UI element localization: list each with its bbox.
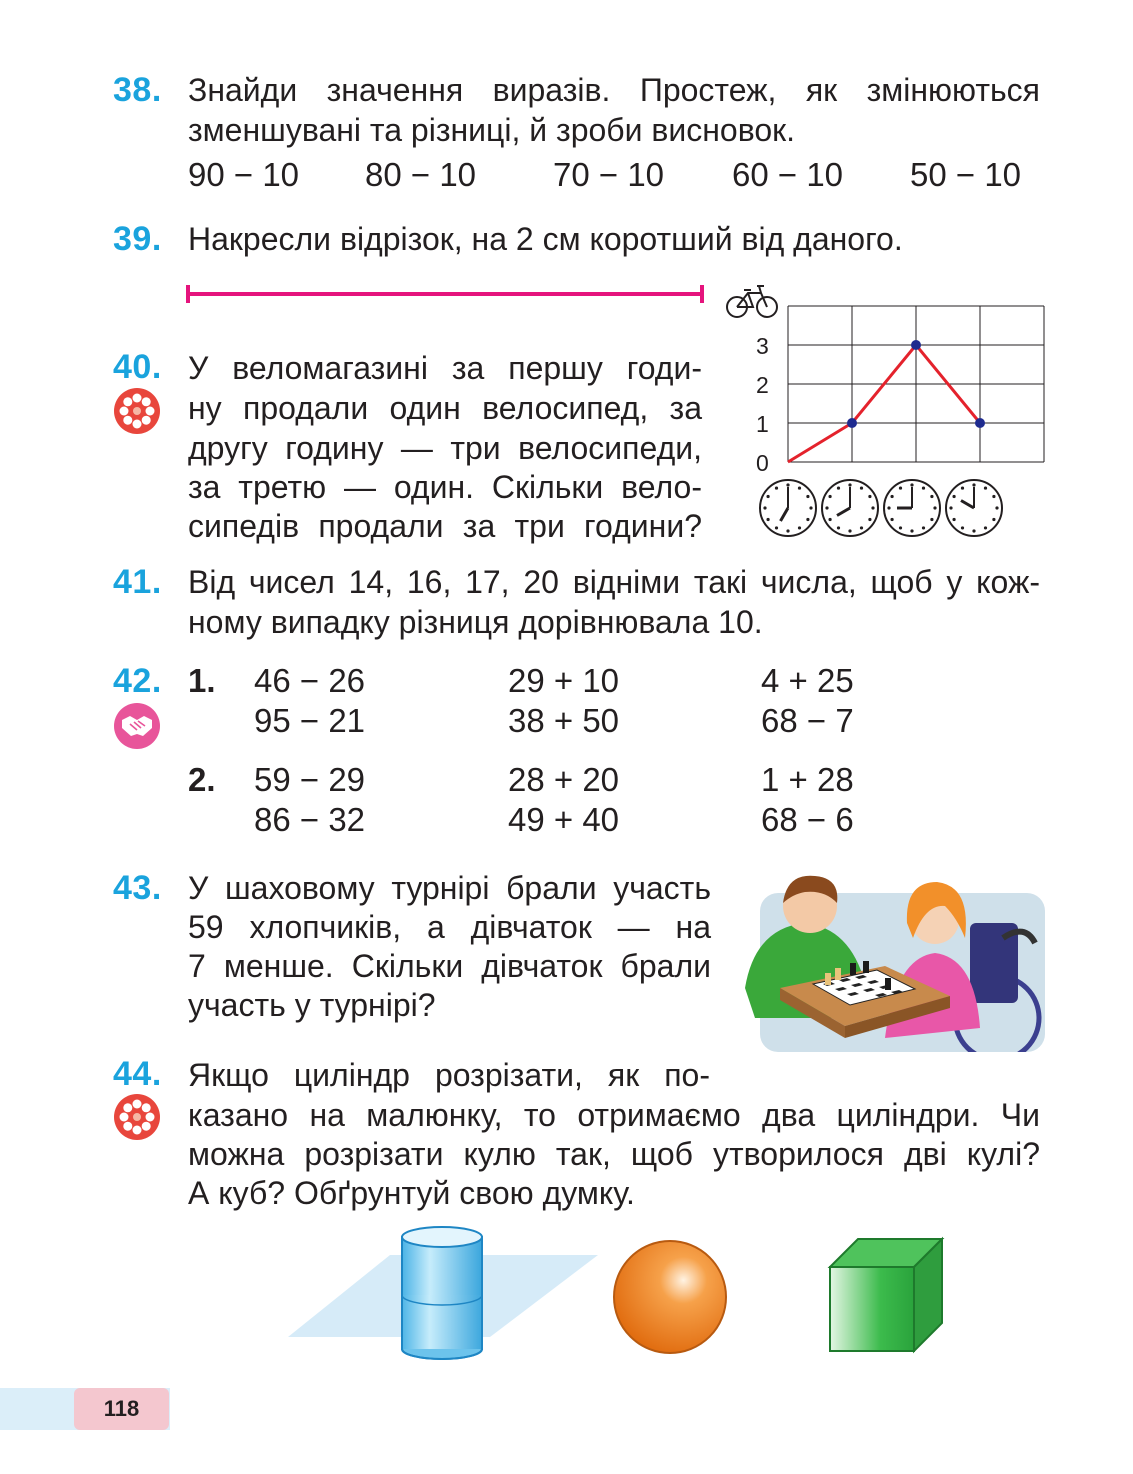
- task-number-41: 41.: [113, 563, 162, 601]
- task-number-39: 39.: [113, 220, 162, 258]
- page-number-text: 118: [103, 1396, 140, 1421]
- task-40-line: ну продали один велосипед, за: [188, 390, 702, 426]
- clock-9-icon: [884, 480, 940, 536]
- chart-series-line: [788, 345, 980, 462]
- chart-y-tick-label: 1: [756, 411, 769, 437]
- task-42-expression: 95 − 21: [254, 702, 366, 739]
- flower-icon: [117, 1097, 157, 1137]
- page-number: [74, 1388, 169, 1430]
- sphere-shape: [614, 1241, 726, 1353]
- task-40-line: У веломагазині за першу годи-: [188, 350, 702, 386]
- task-42-expression: 68 − 6: [761, 801, 854, 838]
- task-number-40: 40.: [113, 348, 162, 386]
- task-42-expression: 29 + 10: [508, 662, 620, 699]
- chart-y-tick-label: 3: [756, 333, 769, 359]
- clock-10-icon: [946, 480, 1002, 536]
- geometric-shapes-illustration: [280, 1225, 960, 1385]
- flower-badge-icon: [114, 388, 160, 434]
- task-number-42: 42.: [113, 662, 162, 700]
- task-40-line: сипедів продали за три години?: [188, 508, 702, 544]
- bike-sales-chart: [720, 280, 1060, 545]
- task-44-line: Якщо циліндр розрізати, як по-: [188, 1057, 710, 1093]
- task-38-expression: 60 − 10: [732, 156, 844, 193]
- task-38-expression: 80 − 10: [365, 156, 477, 193]
- clock-7-icon: [760, 480, 816, 536]
- flower-badge-icon: [114, 1094, 160, 1140]
- task-38-line-1: Знайди значення виразів. Простеж, як змінюються: [188, 72, 1040, 108]
- task-38-expression: 70 − 10: [553, 156, 665, 193]
- task-43-line: У шаховому турнірі брали участь: [188, 870, 711, 906]
- chart-y-tick-label: 2: [756, 372, 769, 398]
- task-41-line-2: ному випадку різниця дорівнювала 10.: [188, 604, 763, 640]
- task-40-line: за третю — один. Скільки вело-: [188, 469, 702, 505]
- task-42-expression: 46 − 26: [254, 662, 366, 699]
- cylinder-shape: [401, 1227, 483, 1359]
- task-44-line: можна розрізати кулю так, щоб утворилося дві кулі?: [188, 1136, 1040, 1172]
- chart-marks: [788, 340, 985, 462]
- task-42-expression: 59 − 29: [254, 761, 366, 798]
- task-42-expression: 4 + 25: [761, 662, 854, 699]
- chart-data-point: [911, 340, 921, 350]
- chart-x-axis-clocks: [760, 480, 1002, 536]
- task-42-part-label: 1.: [188, 662, 216, 699]
- task-40-line: другу годину — три велосипеди,: [188, 430, 702, 466]
- task-42-expression: 49 + 40: [508, 801, 620, 838]
- task-38-expression: 50 − 10: [910, 156, 1022, 193]
- task-42-expression: 28 + 20: [508, 761, 620, 798]
- task-43-line: 7 менше. Скільки дівчаток брали: [188, 948, 711, 984]
- task-42-expression: 38 + 50: [508, 702, 620, 739]
- task-number-38: 38.: [113, 71, 162, 109]
- given-segment: [185, 283, 705, 305]
- chart-y-axis-labels: [756, 333, 769, 476]
- task-41-line-1: Від чисел 14, 16, 17, 20 відніми такі числа, щоб у кож-: [188, 564, 1040, 600]
- task-42-expression: 1 + 28: [761, 761, 854, 798]
- task-number-43: 43.: [113, 869, 162, 907]
- cube-shape: [830, 1239, 942, 1351]
- task-number-44: 44.: [113, 1055, 162, 1093]
- clock-8-icon: [822, 480, 878, 536]
- task-42-part-label: 2.: [188, 761, 216, 798]
- handshake-icon: [119, 712, 155, 740]
- handshake-badge-icon: [114, 703, 160, 749]
- task-39-text: Накресли відрізок, на 2 см коротший від даного.: [188, 221, 903, 257]
- task-42-expression: 68 − 7: [761, 702, 854, 739]
- task-43-line: 59 хлопчиків, а дівчаток — на: [188, 909, 711, 945]
- chess-players-illustration: [735, 868, 1045, 1052]
- task-44-line: казано на малюнку, то отримаємо два циліндри. Чи: [188, 1097, 1040, 1133]
- chart-data-point: [847, 418, 857, 428]
- chart-data-point: [975, 418, 985, 428]
- task-38-line-2: зменшувані та різниці, й зроби висновок.: [188, 112, 796, 148]
- task-43-line: участь у турнірі?: [188, 987, 436, 1023]
- bicycle-icon: [727, 286, 777, 317]
- flower-icon: [117, 391, 157, 431]
- task-44-line: А куб? Обґрунтуй свою думку.: [188, 1175, 635, 1211]
- task-42-expression: 86 − 32: [254, 801, 366, 838]
- chart-y-tick-label: 0: [756, 450, 769, 476]
- task-38-expression: 90 − 10: [188, 156, 300, 193]
